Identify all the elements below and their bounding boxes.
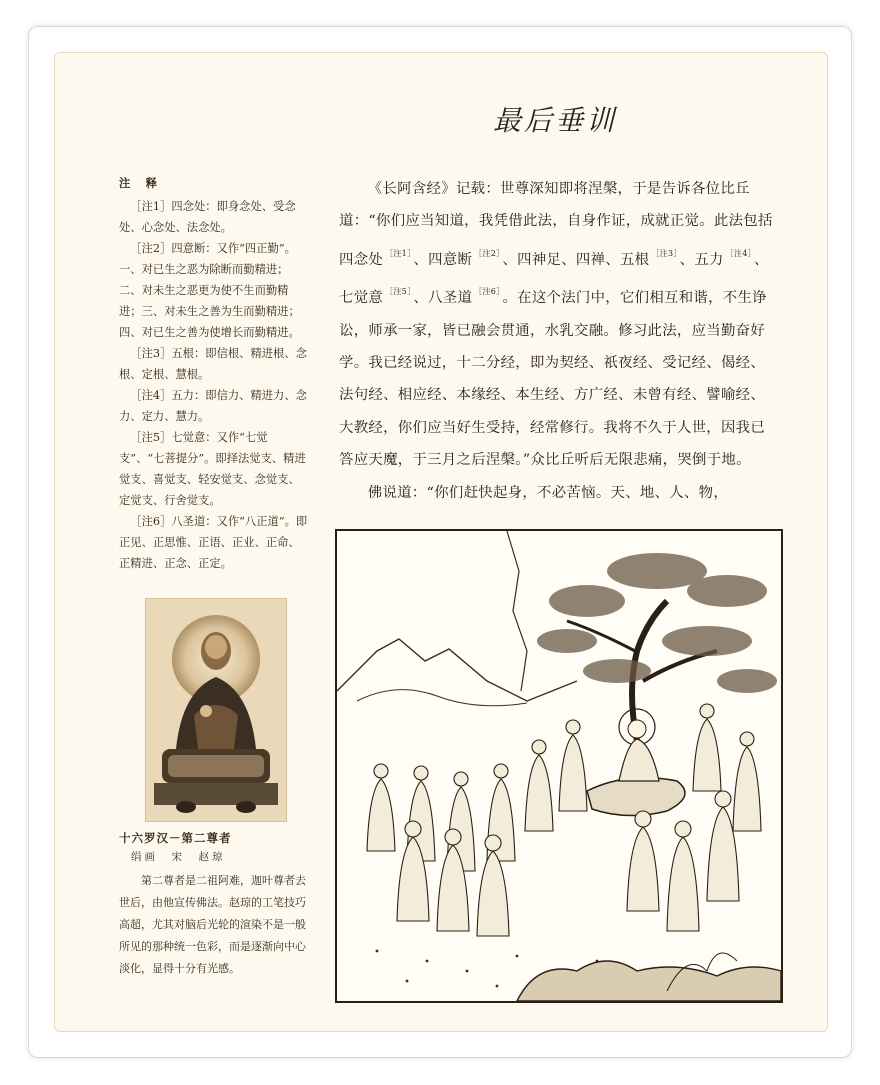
note-3: ［注3］五根：即信根、精进根、念根、定根、慧根。	[119, 347, 307, 381]
note-6: ［注6］八圣道：又作“八正道”。即正见、正思惟、正语、正业、正命、正精进、正念、正定。	[119, 515, 308, 570]
book-page	[54, 52, 828, 1032]
footnote-ref-6[interactable]: ［注6］	[474, 287, 501, 297]
footnote-ref-5[interactable]: ［注5］	[385, 287, 412, 297]
paragraph-1	[339, 173, 779, 477]
buddha-final-teaching-scene	[337, 531, 781, 1001]
portrait-caption	[119, 828, 309, 980]
footnote-ref-1[interactable]: ［注1］	[385, 248, 412, 258]
note-5: ［注5］七觉意：又作“七觉支”、“七菩提分”。即择法觉支、精进觉支、喜觉支、轻安觉支、念觉支、定觉支、行舍觉支。	[119, 431, 306, 507]
footnote-ref-3[interactable]: ［注3］	[651, 248, 678, 258]
arhat-portrait-painting	[145, 598, 287, 822]
footnote-ref-4[interactable]: ［注4］	[725, 248, 753, 258]
annotation-column	[119, 173, 309, 574]
woodblock-illustration	[335, 529, 783, 1003]
caption-title: 十六罗汉－第二尊者	[119, 831, 232, 845]
note-1: ［注1］四念处：即身念处、受念处、心念处、法念处。	[119, 200, 296, 234]
paragraph-1-text-6: 、八圣道	[413, 290, 473, 307]
note-4: ［注4］五力：即信力、精进力、念力、定力、慧力。	[119, 389, 307, 423]
arhat-portrait-image	[146, 599, 286, 821]
page-title: 最后垂训	[493, 104, 618, 137]
paragraph-1-text-1: 《长阿含经》记载：世尊深知即将涅槃，于是告诉各位比丘道：“你们应当知道，我凭借此法，自身作证，成就正觉。此法包括四念处	[339, 181, 773, 268]
caption-description: 第二尊者是二祖阿难，迦叶尊者去世后，由他宣传佛法。赵琼的工笔技巧高超，尤其对脑后光轮的渲染不是一般所见的那种统一色彩，而是逐渐向中心淡化，显得十分有光感。	[119, 874, 306, 975]
paragraph-1-text-7: 。在这个法门中，它们相互和谐，不生诤讼，师承一家，皆已融会贯通，水乳交融。修习此法，应当勤奋好学。我已经说过，十二分经，即为契经、祇夜经、受记经、偈经、法句经、相应经、本缘经、本生经、方广经、未曾有经、譬喻经、大教经，你们应当好生受持，经常修行。我将不久于人世，因我已答应天魔，于三月之后涅槃。”众比丘听后无限悲痛，哭倒于地。	[339, 290, 767, 469]
paragraph-1-text-2: 、四意断	[413, 251, 473, 268]
paragraph-1-text-3: 、四神足、四禅、五根	[502, 251, 650, 268]
paragraph-1-text-5: 、七觉意	[339, 251, 769, 307]
main-text-column	[339, 173, 779, 509]
notes-heading: 注 释	[119, 176, 159, 190]
paragraph-1-text-4: 、五力	[679, 251, 724, 268]
paragraph-2: 佛说道：“你们赶快起身，不必苦恼。天、地、人、物，	[367, 484, 729, 501]
caption-subtitle: 绢画 宋 赵琼	[131, 851, 226, 863]
footnote-ref-2[interactable]: ［注2］	[474, 248, 501, 258]
note-2: ［注2］四意断：又作“四正勤”。一、对已生之恶为除断而勤精进；二、对未生之恶更为使不生而勤精进；三、对未生之善为生而勤精进；四、对已生之善为使增长而勤精进。	[119, 242, 300, 339]
